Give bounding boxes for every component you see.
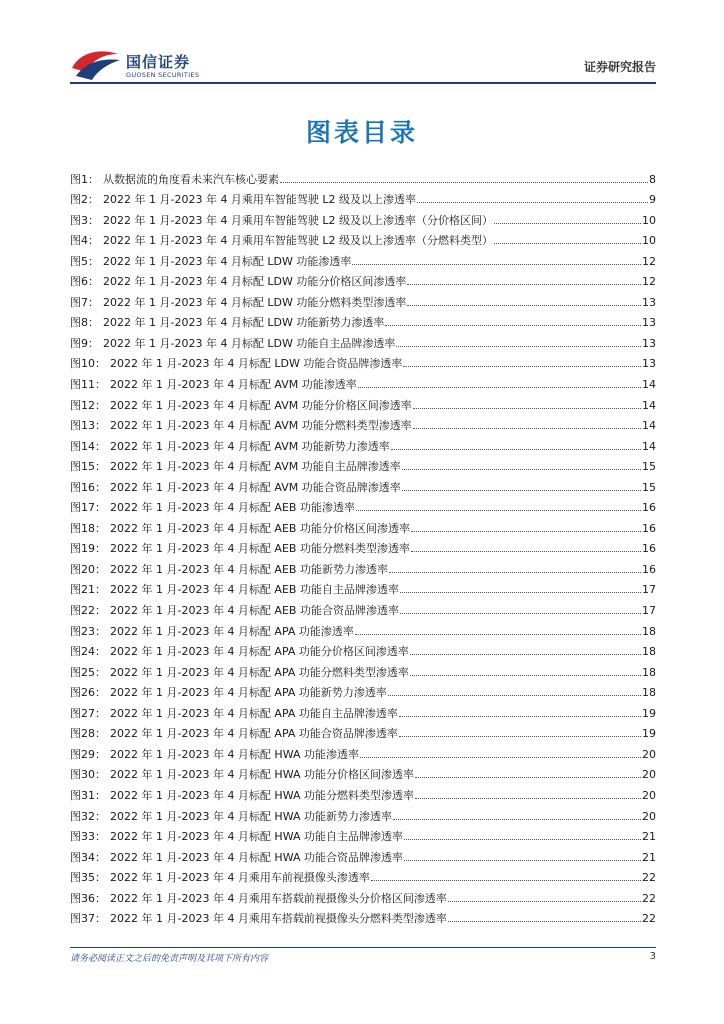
toc-dot-leader [385, 325, 641, 326]
toc-entry[interactable] [70, 310, 656, 331]
toc-entry-page: 18 [642, 624, 656, 638]
toc-entry-title: 2022 年 1 月-2023 年 4 月标配 APA 功能合资品牌渗透率 [110, 727, 398, 741]
toc-entry-number: 图25： [70, 665, 106, 679]
toc-entry-title: 2022 年 1 月-2023 年 4 月标配 LDW 功能新势力渗透率 [103, 316, 385, 330]
toc-entry-title: 2022 年 1 月-2023 年 4 月标配 LDW 功能分价格区间渗透率 [103, 275, 407, 289]
toc-entry-title: 2022 年 1 月-2023 年 4 月标配 LDW 功能自主品牌渗透率 [103, 336, 396, 350]
toc-entry[interactable] [70, 392, 656, 413]
toc-dot-leader [399, 716, 641, 717]
footer-divider [70, 947, 656, 948]
toc-dot-leader [411, 531, 641, 532]
toc-entry-page: 20 [642, 809, 656, 823]
page-number: 3 [649, 951, 656, 962]
toc-dot-leader [352, 264, 641, 265]
toc-dot-leader [360, 757, 641, 758]
toc-dot-leader [411, 551, 641, 552]
toc-entry-title: 2022 年 1 月-2023 年 4 月标配 AEB 功能分价格区间渗透率 [110, 521, 410, 535]
toc-entry[interactable] [70, 515, 656, 536]
page-header [70, 48, 656, 84]
toc-entry[interactable] [70, 782, 656, 803]
toc-entry[interactable] [70, 659, 656, 680]
toc-entry-title: 2022 年 1 月-2023 年 4 月标配 APA 功能渗透率 [110, 624, 354, 638]
toc-entry[interactable] [70, 330, 656, 351]
toc-entry-title: 2022 年 1 月-2023 年 4 月标配 AVM 功能合资品牌渗透率 [110, 480, 401, 494]
toc-entry-number: 图17： [70, 501, 106, 515]
toc-entry-number: 图2： [70, 193, 99, 207]
toc-entry-number: 图34： [70, 850, 106, 864]
toc-entry-number: 图12： [70, 398, 106, 412]
toc-entry-page: 15 [642, 460, 656, 474]
toc-entry-page: 13 [642, 316, 656, 330]
toc-entry-title: 2022 年 1 月-2023 年 4 月乘用车前视摄像头渗透率 [110, 871, 370, 885]
toc-dot-leader [417, 202, 648, 203]
toc-entry-title: 2022 年 1 月-2023 年 4 月标配 AEB 功能渗透率 [110, 501, 355, 515]
toc-entry-number: 图7： [70, 295, 99, 309]
toc-dot-leader [494, 243, 641, 244]
toc-entry-number: 图9： [70, 336, 99, 350]
toc-entry-page: 20 [642, 788, 656, 802]
guosen-logo [70, 48, 250, 82]
toc-dot-leader [393, 819, 641, 820]
toc-entry-number: 图1： [70, 172, 99, 186]
toc-entry-title: 2022 年 1 月-2023 年 4 月标配 APA 功能分燃料类型渗透率 [110, 665, 409, 679]
toc-entry-page: 21 [642, 830, 656, 844]
toc-entry[interactable] [70, 680, 656, 701]
toc-entry-title: 2022 年 1 月-2023 年 4 月乘用车搭载前视摄像头分价格区间渗透率 [110, 891, 447, 905]
toc-entry[interactable] [70, 474, 656, 495]
toc-dot-leader [413, 428, 641, 429]
toc-entry-number: 图37： [70, 912, 106, 926]
toc-entry-page: 16 [642, 562, 656, 576]
toc-entry-page: 20 [642, 747, 656, 761]
toc-entry[interactable] [70, 289, 656, 310]
toc-entry-number: 图28： [70, 727, 106, 741]
toc-entry[interactable] [70, 844, 656, 865]
toc-entry-number: 图35： [70, 871, 106, 885]
toc-dot-leader [391, 449, 641, 450]
logo-english-name: GUOSEN SECURITIES [126, 71, 200, 79]
toc-entry[interactable] [70, 187, 656, 208]
toc-dot-leader [413, 408, 641, 409]
toc-entry-title: 2022 年 1 月-2023 年 4 月标配 AVM 功能分燃料类型渗透率 [110, 419, 412, 433]
toc-entry-title: 2022 年 1 月-2023 年 4 月标配 HWA 功能渗透率 [110, 747, 359, 761]
toc-entry-title: 2022 年 1 月-2023 年 4 月标配 HWA 功能新势力渗透率 [110, 809, 392, 823]
toc-entry-number: 图4： [70, 234, 99, 248]
toc-entry-page: 22 [642, 912, 656, 926]
toc-entry-title: 2022 年 1 月-2023 年 4 月标配 AEB 功能新势力渗透率 [110, 562, 388, 576]
toc-entry-title: 2022 年 1 月-2023 年 4 月乘用车智能驾驶 L2 级及以上渗透率（分燃料类型） [103, 234, 494, 248]
toc-entry-title: 从数据流的角度看未来汽车核心要素 [103, 172, 279, 186]
toc-entry[interactable] [70, 536, 656, 557]
toc-entry-title: 2022 年 1 月-2023 年 4 月标配 APA 功能自主品牌渗透率 [110, 706, 398, 720]
toc-entry-page: 14 [642, 398, 656, 412]
toc-entry[interactable] [70, 824, 656, 845]
toc-entry-number: 图33： [70, 830, 106, 844]
toc-entry-page: 14 [642, 439, 656, 453]
toc-entry[interactable] [70, 228, 656, 249]
toc-entry[interactable] [70, 639, 656, 660]
toc-entry-page: 8 [649, 172, 656, 186]
toc-entry-title: 2022 年 1 月-2023 年 4 月乘用车智能驾驶 L2 级及以上渗透率 [103, 193, 417, 207]
toc-entry-number: 图6： [70, 275, 99, 289]
toc-entry-page: 13 [642, 336, 656, 350]
toc-dot-leader [448, 921, 641, 922]
figure-table-of-contents [70, 166, 656, 926]
toc-entry-number: 图15： [70, 460, 106, 474]
toc-entry[interactable] [70, 371, 656, 392]
report-type-label: 证券研究报告 [583, 60, 656, 74]
toc-entry[interactable] [70, 351, 656, 372]
toc-entry[interactable] [70, 166, 656, 187]
toc-dot-leader [400, 613, 641, 614]
toc-entry-page: 10 [642, 213, 656, 227]
toc-entry[interactable] [70, 433, 656, 454]
toc-entry-title: 2022 年 1 月-2023 年 4 月标配 HWA 功能分价格区间渗透率 [110, 768, 414, 782]
toc-entry-number: 图5： [70, 254, 99, 268]
toc-dot-leader [280, 182, 648, 183]
toc-dot-leader [396, 346, 641, 347]
toc-dot-leader [356, 510, 641, 511]
toc-dot-leader [404, 839, 641, 840]
toc-dot-leader [403, 366, 641, 367]
toc-entry-number: 图20： [70, 562, 106, 576]
toc-dot-leader [400, 592, 641, 593]
toc-entry-title: 2022 年 1 月-2023 年 4 月乘用车搭载前视摄像头分燃料类型渗透率 [110, 912, 447, 926]
toc-entry-title: 2022 年 1 月-2023 年 4 月标配 AVM 功能新势力渗透率 [110, 439, 390, 453]
toc-entry-page: 18 [642, 645, 656, 659]
toc-entry[interactable] [70, 413, 656, 434]
toc-entry[interactable] [70, 618, 656, 639]
toc-entry-title: 2022 年 1 月-2023 年 4 月标配 AEB 功能分燃料类型渗透率 [110, 542, 410, 556]
toc-entry-number: 图22： [70, 604, 106, 618]
toc-entry-title: 2022 年 1 月-2023 年 4 月标配 AVM 功能渗透率 [110, 378, 357, 392]
toc-dot-leader [402, 490, 641, 491]
toc-entry-page: 17 [642, 604, 656, 618]
toc-entry-title: 2022 年 1 月-2023 年 4 月标配 LDW 功能分燃料类型渗透率 [103, 295, 407, 309]
toc-entry-page: 13 [642, 295, 656, 309]
toc-dot-leader [402, 469, 641, 470]
toc-entry-title: 2022 年 1 月-2023 年 4 月标配 HWA 功能合资品牌渗透率 [110, 850, 403, 864]
toc-entry[interactable] [70, 207, 656, 228]
toc-entry-title: 2022 年 1 月-2023 年 4 月标配 AEB 功能合资品牌渗透率 [110, 604, 399, 618]
toc-entry-page: 16 [642, 521, 656, 535]
toc-dot-leader [404, 860, 641, 861]
toc-entry-title: 2022 年 1 月-2023 年 4 月标配 HWA 功能分燃料类型渗透率 [110, 788, 414, 802]
toc-entry-page: 17 [642, 583, 656, 597]
toc-entry-number: 图3： [70, 213, 99, 227]
toc-entry[interactable] [70, 906, 656, 927]
toc-entry[interactable] [70, 762, 656, 783]
toc-entry-title: 2022 年 1 月-2023 年 4 月标配 AVM 功能自主品牌渗透率 [110, 460, 401, 474]
toc-entry[interactable] [70, 577, 656, 598]
toc-entry[interactable] [70, 556, 656, 577]
toc-entry-page: 10 [642, 234, 656, 248]
toc-dot-leader [389, 572, 641, 573]
toc-entry[interactable] [70, 885, 656, 906]
toc-entry-page: 12 [642, 254, 656, 268]
toc-entry[interactable] [70, 454, 656, 475]
toc-dot-leader [407, 284, 641, 285]
toc-entry-title: 2022 年 1 月-2023 年 4 月标配 APA 功能分价格区间渗透率 [110, 645, 409, 659]
toc-entry-page: 19 [642, 706, 656, 720]
toc-entry-page: 22 [642, 871, 656, 885]
toc-entry-number: 图31： [70, 788, 106, 802]
toc-entry-number: 图8： [70, 316, 99, 330]
toc-entry-number: 图29： [70, 747, 106, 761]
toc-entry-page: 16 [642, 501, 656, 515]
toc-dot-leader [410, 654, 641, 655]
toc-entry-page: 12 [642, 275, 656, 289]
toc-entry-title: 2022 年 1 月-2023 年 4 月标配 AEB 功能自主品牌渗透率 [110, 583, 399, 597]
toc-entry-number: 图23： [70, 624, 106, 638]
toc-entry-page: 14 [642, 378, 656, 392]
toc-entry[interactable] [70, 721, 656, 742]
toc-dot-leader [371, 880, 641, 881]
toc-entry-page: 18 [642, 665, 656, 679]
toc-entry-page: 9 [649, 193, 656, 207]
toc-entry[interactable] [70, 248, 656, 269]
toc-entry-number: 图21： [70, 583, 106, 597]
toc-entry[interactable] [70, 597, 656, 618]
toc-entry[interactable] [70, 700, 656, 721]
toc-entry-page: 13 [642, 357, 656, 371]
toc-dot-leader [410, 675, 641, 676]
toc-entry-number: 图36： [70, 891, 106, 905]
guosen-logo-mark-icon [70, 48, 122, 82]
disclaimer-note: 请务必阅读正文之后的免责声明及其项下所有内容 [70, 954, 269, 964]
toc-entry-number: 图24： [70, 645, 106, 659]
toc-entry-page: 16 [642, 542, 656, 556]
toc-entry[interactable] [70, 495, 656, 516]
toc-dot-leader [399, 736, 641, 737]
toc-entry-title: 2022 年 1 月-2023 年 4 月乘用车智能驾驶 L2 级及以上渗透率（分价格区间） [103, 213, 494, 227]
toc-entry-title: 2022 年 1 月-2023 年 4 月标配 LDW 功能合资品牌渗透率 [110, 357, 403, 371]
toc-entry-number: 图18： [70, 521, 106, 535]
toc-entry[interactable] [70, 741, 656, 762]
toc-entry[interactable] [70, 269, 656, 290]
toc-entry-page: 22 [642, 891, 656, 905]
toc-dot-leader [355, 634, 641, 635]
toc-entry-number: 图10： [70, 357, 106, 371]
header-divider [70, 82, 656, 84]
toc-entry-number: 图19： [70, 542, 106, 556]
toc-dot-leader [407, 305, 641, 306]
toc-entry[interactable] [70, 865, 656, 886]
toc-entry-number: 图11： [70, 378, 106, 392]
toc-entry-number: 图13： [70, 419, 106, 433]
toc-entry-page: 14 [642, 419, 656, 433]
toc-entry-page: 15 [642, 480, 656, 494]
toc-dot-leader [494, 223, 641, 224]
toc-entry-title: 2022 年 1 月-2023 年 4 月标配 LDW 功能渗透率 [103, 254, 352, 268]
toc-entry-page: 18 [642, 686, 656, 700]
toc-dot-leader [448, 901, 641, 902]
toc-entry-number: 图32： [70, 809, 106, 823]
toc-entry-title: 2022 年 1 月-2023 年 4 月标配 APA 功能新势力渗透率 [110, 686, 387, 700]
toc-entry-number: 图30： [70, 768, 106, 782]
toc-dot-leader [388, 695, 641, 696]
toc-entry-number: 图16： [70, 480, 106, 494]
toc-dot-leader [358, 387, 641, 388]
toc-entry-title: 2022 年 1 月-2023 年 4 月标配 AVM 功能分价格区间渗透率 [110, 398, 412, 412]
page-title: 图表目录 [305, 118, 418, 147]
toc-entry[interactable] [70, 803, 656, 824]
logo-chinese-name: 国信证券 [126, 53, 191, 71]
toc-entry-title: 2022 年 1 月-2023 年 4 月标配 HWA 功能自主品牌渗透率 [110, 830, 403, 844]
toc-entry-number: 图14： [70, 439, 106, 453]
toc-entry-page: 20 [642, 768, 656, 782]
toc-entry-page: 21 [642, 850, 656, 864]
toc-entry-number: 图26： [70, 686, 106, 700]
toc-dot-leader [415, 798, 641, 799]
toc-dot-leader [415, 777, 641, 778]
toc-entry-number: 图27： [70, 706, 106, 720]
toc-entry-page: 19 [642, 727, 656, 741]
